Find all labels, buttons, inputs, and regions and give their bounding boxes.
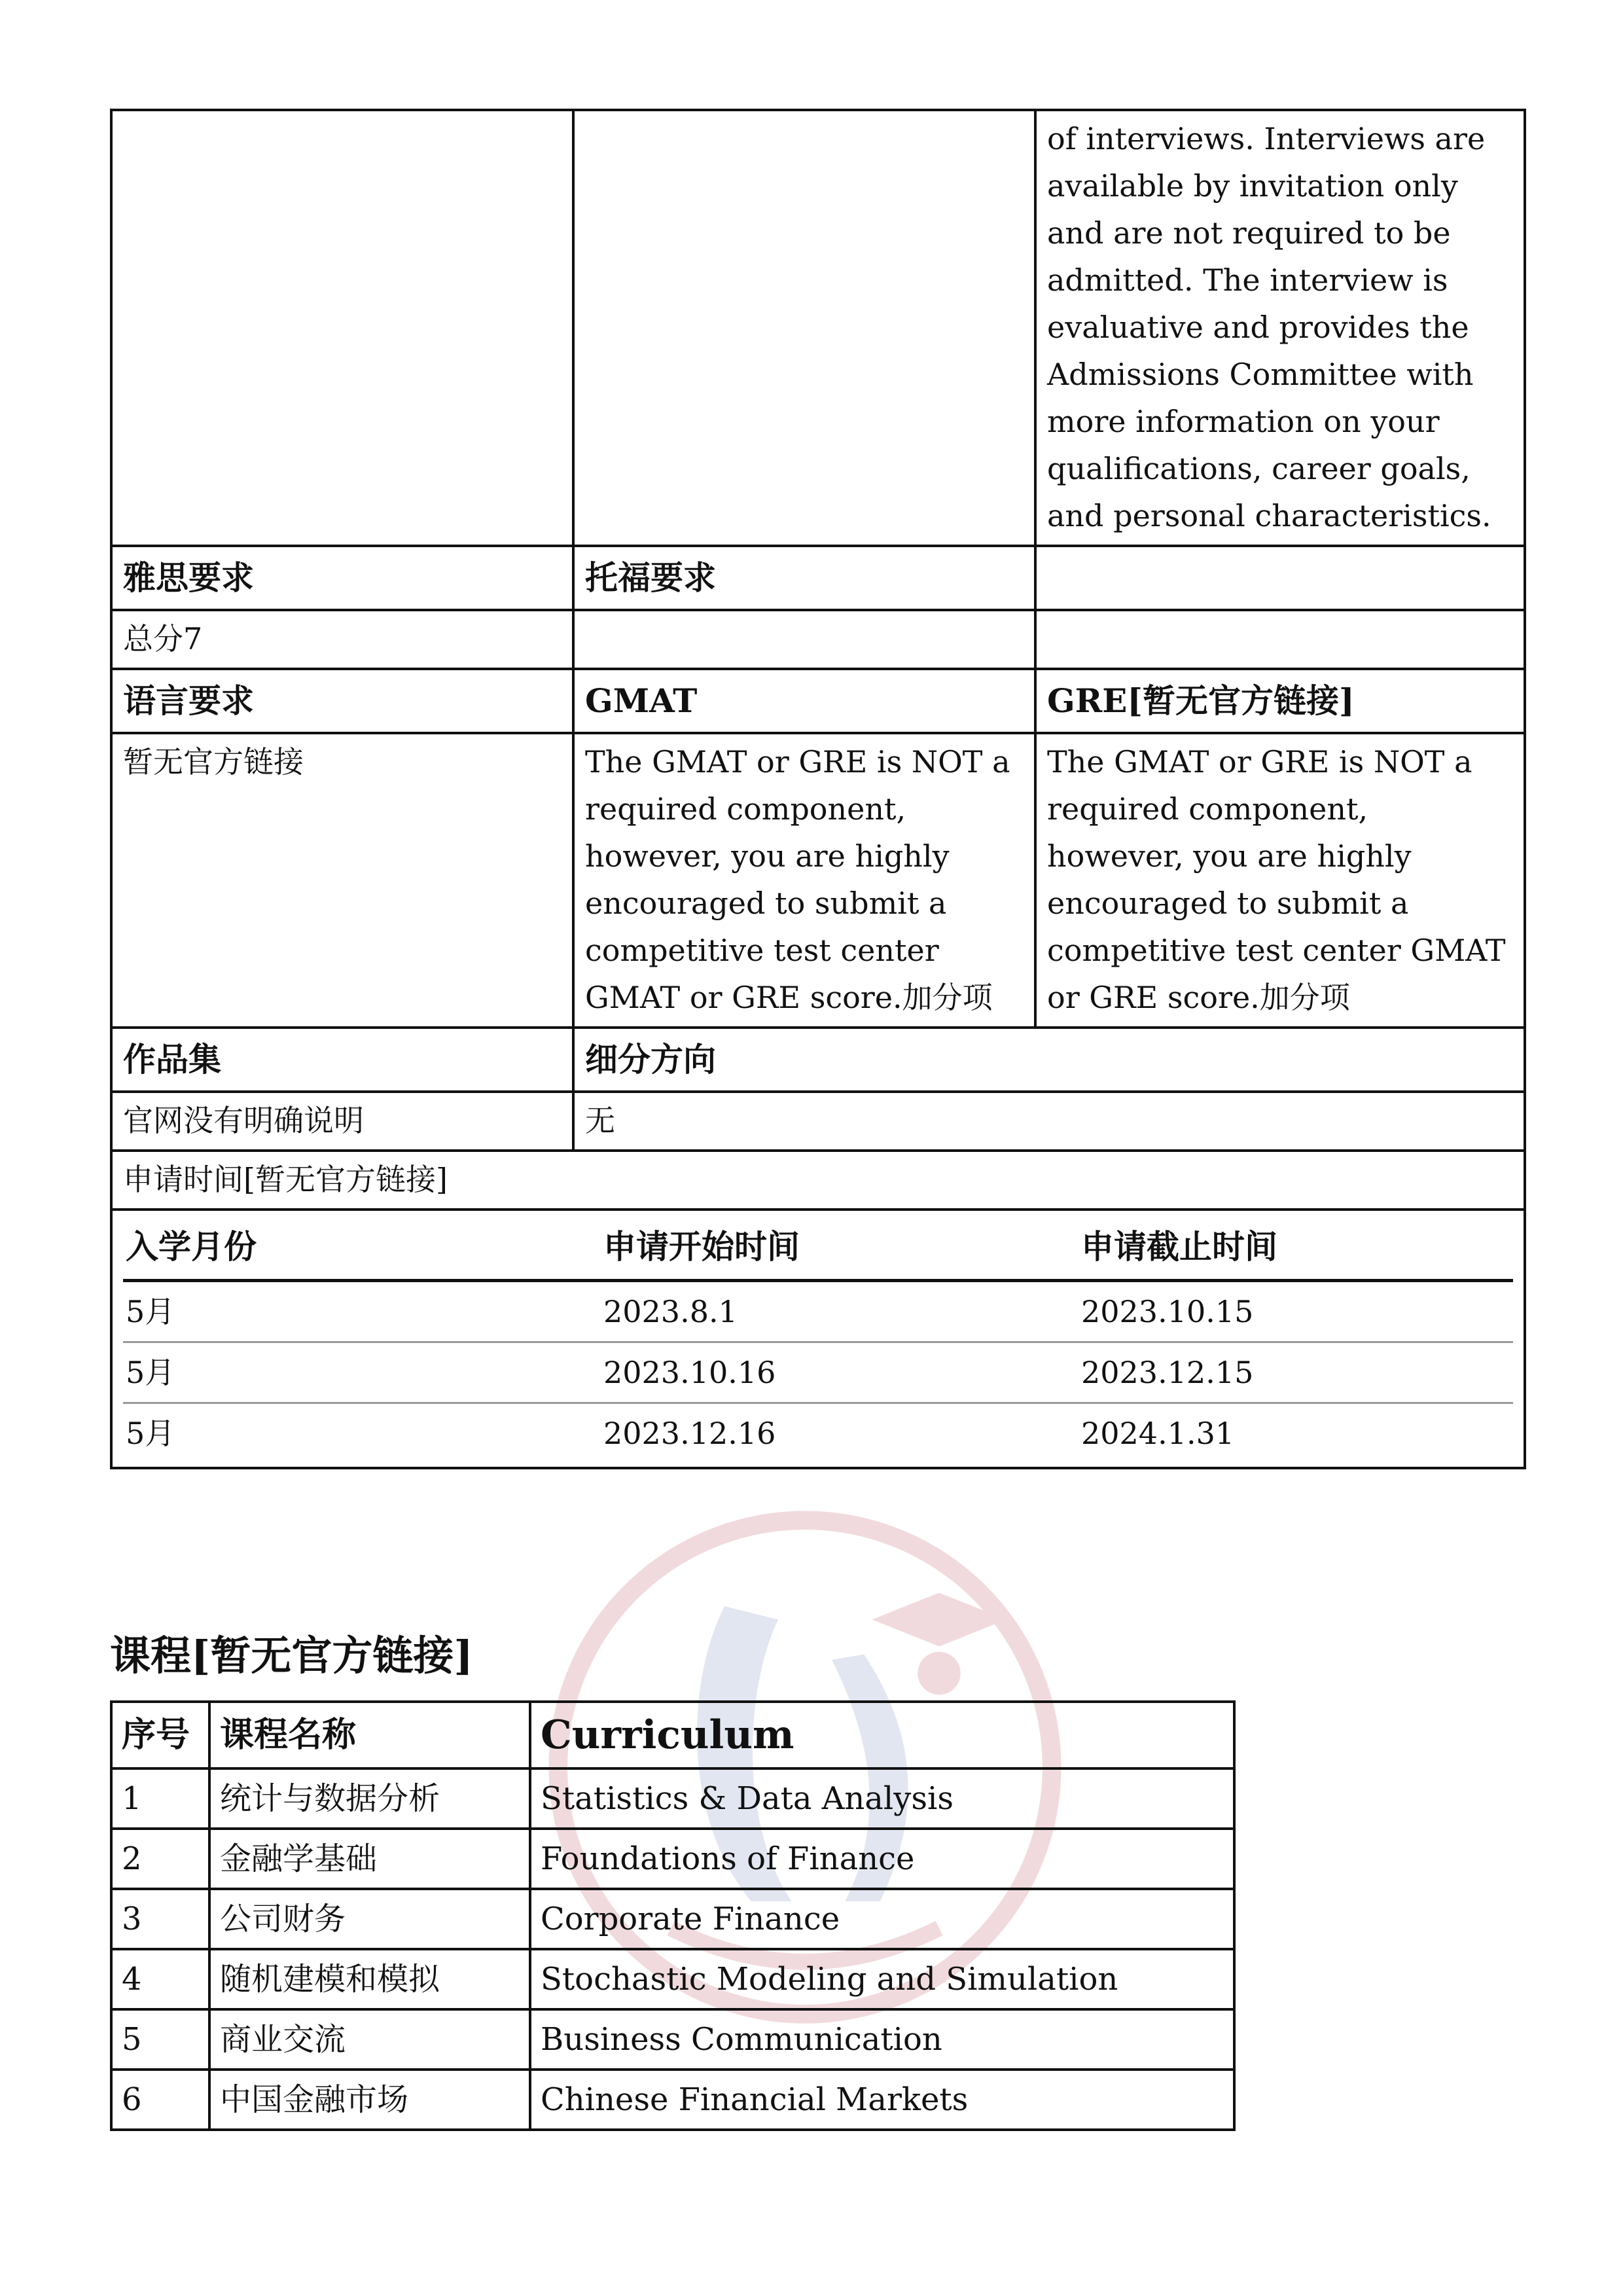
deadline-date: 2023.10.15 (1079, 1281, 1513, 1342)
gmat-header: GMAT (573, 669, 1035, 733)
course-name-en: Business Communication (530, 2009, 1234, 2070)
deadline-date: 2023.12.15 (1079, 1342, 1513, 1403)
portfolio-header-row (111, 1028, 1525, 1092)
interview-row (111, 110, 1525, 546)
timing-row (123, 1403, 1513, 1463)
ielts-value: 总分7 (111, 610, 573, 669)
application-time-label: 申请时间[暂无官方链接] (111, 1151, 1525, 1210)
course-name-en: Chinese Financial Markets (530, 2070, 1234, 2130)
curriculum-col-header: Curriculum (530, 1702, 1234, 1768)
interview-text: of interviews. Interviews are available by invitation only and are not required to be admitted. The interview is evaluative and provides the Admissions Committee with more information on your qualifications, career goals, and personal characteristics. (1035, 110, 1525, 546)
timing-row (123, 1281, 1513, 1342)
timing-row (123, 1342, 1513, 1403)
curriculum-col-header: 课程名称 (209, 1702, 530, 1768)
intake-month: 5月 (123, 1342, 601, 1403)
course-name-cn: 中国金融市场 (209, 2070, 530, 2130)
course-name-en: Statistics & Data Analysis (530, 1768, 1234, 1829)
subfield-header: 细分方向 (573, 1028, 1525, 1092)
start-date: 2023.12.16 (603, 1416, 776, 1451)
course-number: 3 (111, 1889, 209, 1949)
curriculum-header-row (111, 1702, 1234, 1768)
timing-col-header: 申请开始时间 (601, 1213, 1079, 1281)
course-row (111, 1949, 1234, 2009)
portfolio-value: 官网没有明确说明 (111, 1092, 573, 1151)
application-time-cell (111, 1210, 1525, 1468)
course-row (111, 2009, 1234, 2070)
start-date: 2023.10.16 (601, 1342, 1079, 1403)
course-number: 2 (111, 1829, 209, 1889)
empty-cell (1035, 610, 1525, 669)
course-name-cn: 金融学基础 (209, 1829, 530, 1889)
start-date: 2023.8.1 (601, 1281, 1079, 1342)
admissions-table (110, 109, 1526, 1469)
timing-header-row (123, 1213, 1513, 1281)
course-name-en: Stochastic Modeling and Simulation (530, 1949, 1234, 2009)
course-number: 4 (111, 1949, 209, 2009)
course-name-cn: 商业交流 (209, 2009, 530, 2070)
course-row (111, 1889, 1234, 1949)
application-time-row (111, 1210, 1525, 1468)
portfolio-value-row (111, 1092, 1525, 1151)
course-name-cn: 公司财务 (209, 1889, 530, 1949)
language-header: 语言要求 (111, 669, 573, 733)
course-name-cn: 统计与数据分析 (209, 1768, 530, 1829)
gre-value: The GMAT or GRE is NOT a required component, however, you are highly encouraged to submit a competitive test center GMAT or GRE score.加分项 (1035, 733, 1525, 1028)
gre-header: GRE[暂无官方链接] (1035, 669, 1525, 733)
deadline-date: 2024.1.31 (1081, 1416, 1235, 1451)
language-value: 暂无官方链接 (111, 733, 573, 1028)
test-value-row (111, 610, 1525, 669)
course-number: 1 (111, 1768, 209, 1829)
gmat-value: The GMAT or GRE is NOT a required component, however, you are highly encouraged to submit a competitive test center GMAT or GRE score.加分项 (573, 733, 1035, 1028)
ielts-header: 雅思要求 (111, 546, 573, 610)
toefl-header: 托福要求 (573, 546, 1035, 610)
course-row (111, 2070, 1234, 2130)
course-number: 6 (111, 2070, 209, 2130)
timing-col-header: 申请截止时间 (1079, 1213, 1513, 1281)
application-time-label-row (111, 1151, 1525, 1210)
subfield-value: 无 (573, 1092, 1525, 1151)
course-row (111, 1768, 1234, 1829)
empty-cell (573, 110, 1035, 546)
course-number: 5 (111, 2009, 209, 2070)
portfolio-header: 作品集 (111, 1028, 573, 1092)
curriculum-col-header: 序号 (111, 1702, 209, 1768)
test-header-row (111, 546, 1525, 610)
application-time-table (123, 1213, 1513, 1463)
course-name-cn: 随机建模和模拟 (209, 1949, 530, 2009)
timing-col-header: 入学月份 (123, 1213, 601, 1281)
empty-cell (111, 110, 573, 546)
course-row (111, 1829, 1234, 1889)
toefl-value (573, 610, 1035, 669)
intake-month: 5月 (123, 1281, 601, 1342)
empty-cell (1035, 546, 1525, 610)
course-name-en: Foundations of Finance (530, 1829, 1234, 1889)
intake-month: 5月 (126, 1416, 175, 1451)
exam-header-row (111, 669, 1525, 733)
course-name-en: Corporate Finance (530, 1889, 1234, 1949)
exam-value-row (111, 733, 1525, 1028)
curriculum-table (110, 1700, 1236, 2131)
curriculum-title: 课程[暂无官方链接] (110, 1632, 473, 1679)
